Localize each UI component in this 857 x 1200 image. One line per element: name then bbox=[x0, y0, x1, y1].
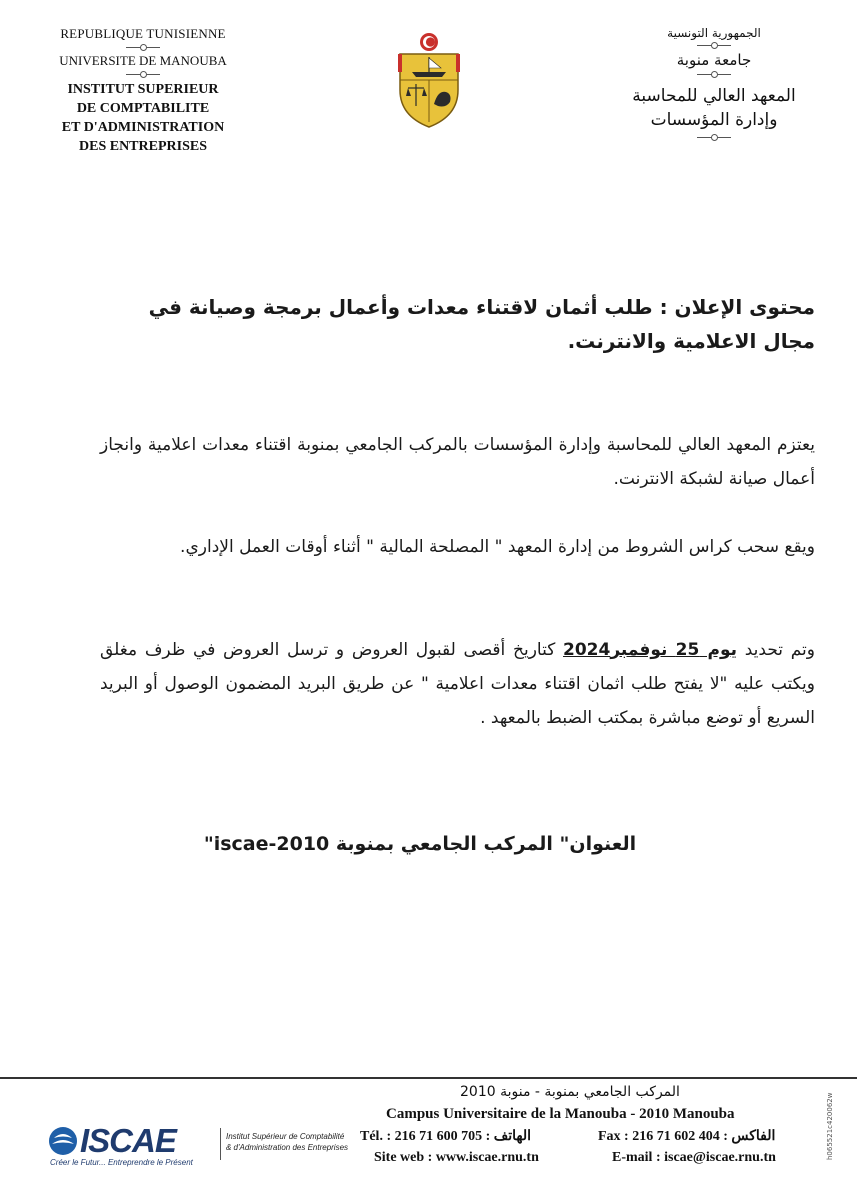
iscae-logo: ISCAE Créer le Futur... Entreprendre le Présent bbox=[50, 1122, 193, 1167]
republic-name: REPUBLIQUE TUNISIENNE bbox=[60, 26, 226, 41]
announcement-subject: محتوى الإعلان : طلب أثمان لاقتناء معدات وأعمال برمجة وصيانة في مجال الاعلامية والانترنت. bbox=[148, 295, 815, 353]
separator-ornament bbox=[697, 133, 731, 141]
separator-ornament bbox=[697, 70, 731, 78]
institute-name-ar: المعهد العالي للمحاسبة وإدارة المؤسسات bbox=[632, 86, 796, 130]
institute-full-name: Institut Supérieur de Comptabilité & d'Administration des Entreprises bbox=[226, 1132, 349, 1152]
website-link[interactable]: Site web : www.iscae.rnu.tn bbox=[374, 1150, 539, 1165]
announcement-address: العنوان" المركب الجامعي بمنوبة iscae-2010" bbox=[203, 833, 637, 855]
address-french: Campus Universitaire de la Manouba - 2010 Manouba bbox=[386, 1106, 735, 1122]
header-left-block bbox=[38, 26, 248, 156]
footer-divider bbox=[0, 1077, 857, 1079]
tunisia-coat-of-arms-icon bbox=[394, 30, 464, 130]
university-name-ar: جامعة منوبة bbox=[676, 51, 752, 69]
logo-tagline: Créer le Futur... Entreprendre le Présent bbox=[50, 1158, 193, 1167]
footer-vertical-divider bbox=[220, 1128, 221, 1160]
institute-name: INSTITUT SUPERIEUR DE COMPTABILITE ET D'ADMINISTRATION DES ENTREPRISES bbox=[61, 82, 225, 154]
header-right-block bbox=[619, 26, 809, 142]
document-code: h065521c420062w bbox=[826, 1092, 834, 1160]
paragraph-deadline: وتم تحديد يوم 25 نوفمبر2024 كتاريخ أقصى لقبول العروض و ترسل العروض في ظرف مغلق ويكتب عليه "لا يفتح طلب اثمان اقتناء معدات اعلامية " عن طريق البريد المضمون الوصول أو البريد السريع أو توضع مباشرة بمكتب الضبط بالمعهد . bbox=[100, 640, 815, 728]
republic-name-ar: الجمهورية التونسية bbox=[667, 26, 761, 40]
separator-ornament bbox=[126, 70, 160, 78]
fax-number: Fax : 216 71 602 404 : الفاكس bbox=[598, 1129, 776, 1144]
email-link[interactable]: E-mail : iscae@iscae.rnu.tn bbox=[612, 1150, 776, 1165]
paragraph-specifications: ويقع سحب كراس الشروط من إدارة المعهد " المصلحة المالية " أثناء أوقات العمل الإداري. bbox=[180, 537, 815, 557]
phone-number: Tél. : 216 71 600 705 : الهاتف bbox=[360, 1129, 532, 1144]
paragraph-intent: يعتزم المعهد العالي للمحاسبة وإدارة المؤسسات بالمركب الجامعي بمنوبة اقتناء معدات اعلامية وانجاز أعمال صيانة لشبكة الانترنت. bbox=[100, 435, 815, 489]
separator-ornament bbox=[126, 43, 160, 51]
university-name: UNIVERSITE DE MANOUBA bbox=[59, 53, 227, 68]
separator-ornament bbox=[697, 41, 731, 49]
deadline-date: يوم 25 نوفمبر2024 bbox=[563, 640, 738, 660]
iscae-logo-icon bbox=[48, 1126, 78, 1156]
address-arabic: المركب الجامعي بمنوبة - منوبة 2010 bbox=[460, 1084, 680, 1100]
